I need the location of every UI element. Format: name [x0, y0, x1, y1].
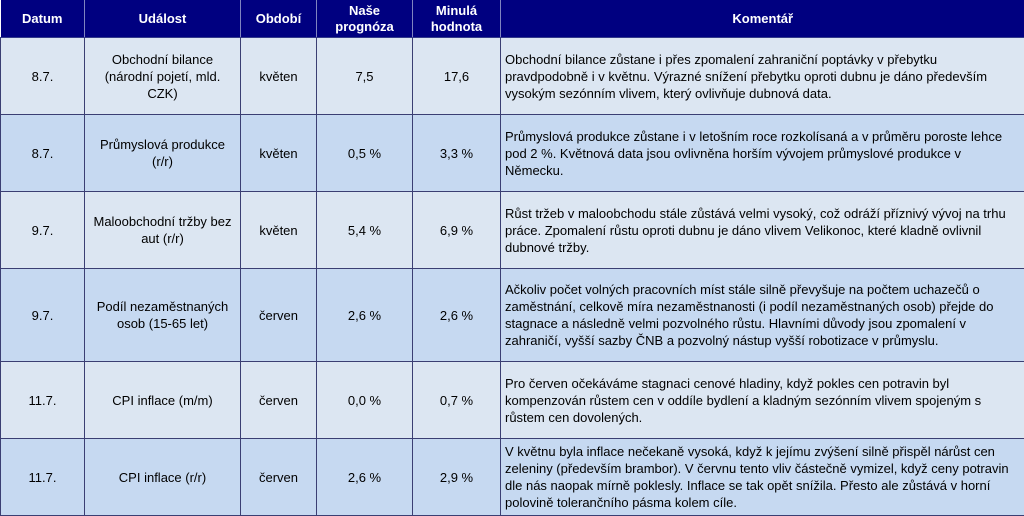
cell-komentar: Průmyslová produkce zůstane i v letošním roce rozkolísaná a v průměru poroste lehce pod 2 %. Květnová data jsou ovlivněna horším vývojem průmyslové produkce v Německu. [501, 115, 1024, 192]
table-row [1, 439, 1024, 516]
cell-prognoza: 2,6 % [317, 269, 413, 362]
cell-datum: 8.7. [1, 38, 85, 115]
header-row [1, 0, 1024, 38]
cell-prognoza: 7,5 [317, 38, 413, 115]
cell-obdobi: červen [241, 362, 317, 439]
cell-minula: 3,3 % [413, 115, 501, 192]
cell-obdobi: červen [241, 269, 317, 362]
header-minula: Minulá hodnota [413, 0, 501, 38]
cell-obdobi: květen [241, 115, 317, 192]
cell-komentar: Obchodní bilance zůstane i přes zpomalení zahraniční poptávky v přebytku pravdpodobně i v květnu. Výrazné snížení přebytku oproti dubnu je dáno především vysokým sezónním vlivem, který ovlivňuje dubnová data. [501, 38, 1024, 115]
cell-udalost: Průmyslová produkce (r/r) [85, 115, 241, 192]
cell-prognoza: 5,4 % [317, 192, 413, 269]
cell-prognoza: 0,5 % [317, 115, 413, 192]
cell-minula: 2,6 % [413, 269, 501, 362]
cell-minula: 2,9 % [413, 439, 501, 516]
cell-komentar: Ačkoliv počet volných pracovních míst stále silně převyšuje na počtem uchazečů o zaměstnání, celkově míra nezaměstnanosti (i podíl nezaměstnaných osob) přejde do stagnace a následně velmi pozvolného růstu. Hlavními důvody jsou zpomalení v zahraničí, vyšší sazby ČNB a pozvolný nástup vyšší robotizace v průmyslu. [501, 269, 1024, 362]
cell-komentar: V květnu byla inflace nečekaně vysoká, když k jejímu zvýšení silně přispěl nárůst cen zeleniny (především brambor). V červnu tento vliv částečně vymizel, když ceny potravin dle nás naopak mírně poklesly. Inflace se tak opět snížila. Přesto ale zůstává v horní polovině tolerančního pásma kolem cíle. [501, 439, 1024, 516]
cell-obdobi: květen [241, 38, 317, 115]
cell-obdobi: červen [241, 439, 317, 516]
table-row [1, 38, 1024, 115]
table-row [1, 192, 1024, 269]
cell-udalost: Obchodní bilance (národní pojetí, mld. CZK) [85, 38, 241, 115]
header-prognoza: Naše prognóza [317, 0, 413, 38]
cell-minula: 6,9 % [413, 192, 501, 269]
cell-datum: 11.7. [1, 439, 85, 516]
cell-prognoza: 0,0 % [317, 362, 413, 439]
header-datum: Datum [1, 0, 85, 38]
cell-datum: 9.7. [1, 192, 85, 269]
cell-udalost: CPI inflace (r/r) [85, 439, 241, 516]
cell-komentar: Pro červen očekáváme stagnaci cenové hladiny, když pokles cen potravin byl kompenzován růstem cen v oddíle bydlení a kladným sezónním vlivem spojeným s růstem cen dovolených. [501, 362, 1024, 439]
cell-udalost: Maloobchodní tržby bez aut (r/r) [85, 192, 241, 269]
header-komentar: Komentář [501, 0, 1024, 38]
cell-prognoza: 2,6 % [317, 439, 413, 516]
cell-datum: 11.7. [1, 362, 85, 439]
cell-minula: 17,6 [413, 38, 501, 115]
cell-obdobi: květen [241, 192, 317, 269]
table-row [1, 269, 1024, 362]
cell-minula: 0,7 % [413, 362, 501, 439]
header-obdobi: Období [241, 0, 317, 38]
table-row [1, 115, 1024, 192]
cell-udalost: CPI inflace (m/m) [85, 362, 241, 439]
cell-udalost: Podíl nezaměstnaných osob (15-65 let) [85, 269, 241, 362]
cell-komentar: Růst tržeb v maloobchodu stále zůstává velmi vysoký, což odráží příznivý vývoj na trhu práce. Zpomalení růstu oproti dubnu je dáno vlivem Velikonoc, které kladně ovlivnil dubnové tržby. [501, 192, 1024, 269]
header-udalost: Událost [85, 0, 241, 38]
cell-datum: 9.7. [1, 269, 85, 362]
table-row [1, 362, 1024, 439]
cell-datum: 8.7. [1, 115, 85, 192]
